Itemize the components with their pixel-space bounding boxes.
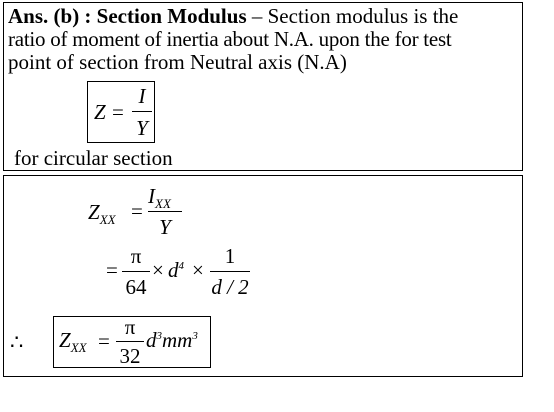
formula-lhs: Z [94,100,106,124]
eq2-times-2: × [192,258,204,282]
definition-line-1 [8,5,458,27]
eq2-fraction2-denominator: d / 2 [211,275,249,299]
eq2-fraction1-denominator: 64 [125,275,147,299]
eq3-unit-exponent: 3 [192,330,198,342]
eq1-lhs-subscript: XX [99,212,116,228]
eq3-fraction-bar [116,341,144,342]
eq2-d-power [168,259,184,281]
definition-line-2: ratio of moment of inertia about N.A. upon the for test [8,27,452,51]
therefore-symbol: ∴ [10,330,24,354]
eq3-d-exponent: 3 [156,330,162,342]
eq1-equals: = [131,199,143,223]
eq3-lhs [59,329,87,359]
eq2-d-symbol: d [168,258,179,282]
eq1-fraction-bar [148,211,182,212]
eq1-numerator-symbol: I [148,184,155,208]
eq2-fraction2-numerator: 1 [224,244,236,268]
definition-line-3: point of section from Neutral axis (N.A) [8,50,347,74]
eq3-lhs-subscript: XX [70,340,87,356]
eq3-unit: mm [162,328,193,352]
formula-numerator: I [138,84,146,108]
eq2-fraction1-numerator: π [130,244,142,268]
eq2-fraction1-bar [122,271,150,272]
formula-denominator: Y [136,116,148,140]
eq1-lhs [88,201,116,231]
circular-section-label: for circular section [14,146,173,170]
answer-heading: Ans. (b) : Section Modulus [8,4,247,28]
eq3-fraction-numerator: π [124,315,136,339]
eq3-d-power-unit [146,329,198,351]
eq2-equals: = [106,258,118,282]
eq3-d-symbol: d [146,328,157,352]
definition-line-1-text: – Section modulus is the [246,4,459,28]
eq2-fraction2-bar [210,271,250,272]
formula-fraction-bar [132,111,152,112]
eq1-denominator: Y [159,215,171,239]
eq2-times-1: × [152,258,164,282]
eq3-fraction-denominator: 32 [119,344,141,368]
eq3-equals: = [98,329,110,353]
eq1-numerator-subscript: XX [155,196,171,212]
eq1-lhs-symbol: Z [88,200,100,224]
eq2-d-exponent: 4 [178,260,184,272]
eq3-lhs-symbol: Z [59,328,71,352]
formula-equals: = [112,100,124,124]
